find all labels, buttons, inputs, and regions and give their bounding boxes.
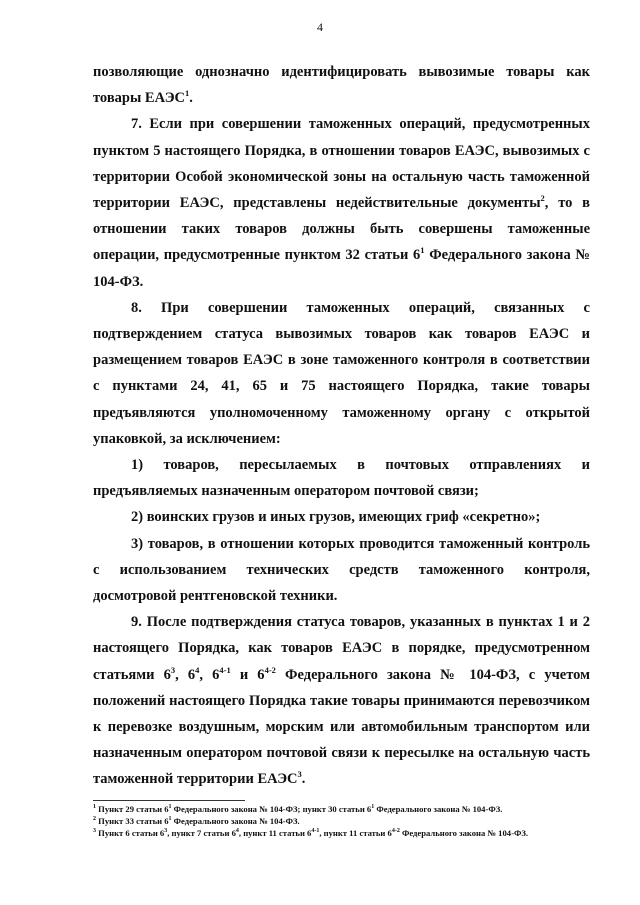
footnote-2: $^2$ Пункт 33 статьи $6^1$ Федерального закона № 104-ФЗ. <box>93 816 300 827</box>
paragraph-continuation: позволяющие однозначно идентифицировать вывозимые товары как товары ЕАЭС$^1$. <box>93 64 590 107</box>
footnote-ref-3: 3 <box>297 769 302 780</box>
paragraph-9: 9. После подтверждения статуса товаров, указанных в пунктах 1 и 2 настоящего Порядка, как товаров ЕАЭС в порядке, предусмотренном статьями $6^3$, $6^4$, 6$^{4-1}$ и 6$^{4-2}$ Федерального закона № 104-ФЗ, с учетом положений настоящего Порядка такие товары принимаются перевозчиком к перевозке воздушным, морским или автомобильным транспортом или назначенным оператором почтовой связи к пересылке на остальную часть таможенной территории ЕАЭС$^3$. <box>93 614 590 788</box>
paragraph-8-item-1: 1) товаров, пересылаемых в почтовых отправлениях и предъявляемых назначенным оператором почтовой связи; <box>93 457 590 500</box>
paragraph-8-item-2: 2) воинских грузов и иных грузов, имеющих гриф «секретно»; <box>131 509 541 526</box>
footnote-ref-1: 1 <box>185 88 190 99</box>
document-body <box>93 59 590 793</box>
footnotes <box>93 803 593 840</box>
footnote-3: $^3$ Пункт 6 статьи $6^3$, пункт 7 статьи $6^4$, пункт 11 статьи 6$^{4-1}$, пункт 11 статьи 6$^{4-2}$ Федерального закона № 104-ФЗ. <box>93 828 529 839</box>
footnote-divider <box>93 800 245 801</box>
paragraph-8: 8. При совершении таможенных операций, связанных с подтверждением статуса вывозимых товаров как товаров ЕАЭС и размещением товаров ЕАЭС в зоне таможенного контроля в соответствии с пунктами 24, 41, 65 и 75 настоящего Порядка, такие товары предъявляются уполномоченному таможенному органу с открытой упаковкой, за исключением: <box>93 299 590 447</box>
footnote-1: $^1$ Пункт 29 статьи $6^1$ Федерального закона № 104-ФЗ; пункт 30 статьи $6^1$ Федерального закона № 104-ФЗ. <box>93 804 503 814</box>
footnote-ref-2: 2 <box>540 193 545 204</box>
paragraph-7: 7. Если при совершении таможенных операций, предусмотренных пунктом 5 настоящего Порядка, в отношении товаров ЕАЭС, вывозимых с территории Особой экономической зоны на остальную часть таможенной территории ЕАЭС, представлены недействительные документы$^2$, то в отношении таких товаров должны быть совершены таможенные операции, предусмотренные пунктом 32 статьи $6^1$ Федерального закона № 104-ФЗ. <box>93 116 590 290</box>
page-number: 4 <box>317 20 323 34</box>
paragraph-8-item-3: 3) товаров, в отношении которых проводится таможенный контроль с использованием технических средств таможенного контроля, досмотровой рентгеновской техники. <box>93 535 590 605</box>
